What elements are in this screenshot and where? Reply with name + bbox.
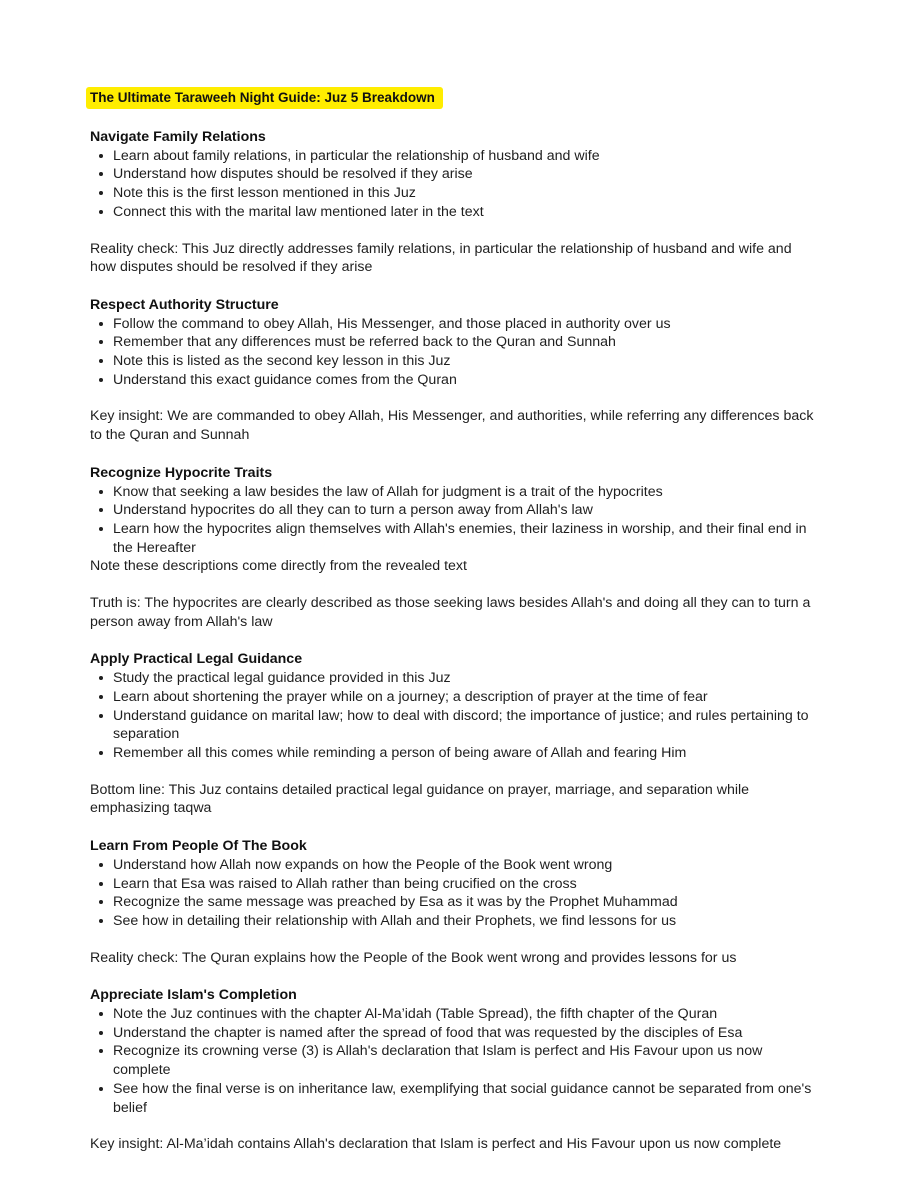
list-item: Understand the chapter is named after the spread of food that was requested by the disciples of Esa [113, 1024, 820, 1043]
bullet-list [90, 669, 820, 763]
list-item: Understand how Allah now expands on how the People of the Book went wrong [113, 856, 820, 875]
bullet-list [90, 1005, 820, 1117]
list-item: Recognize its crowning verse (3) is Allah's declaration that Islam is perfect and His Favour upon us now complete [113, 1042, 820, 1079]
bullet-list [90, 315, 820, 390]
list-item: Know that seeking a law besides the law of Allah for judgment is a trait of the hypocrites [113, 483, 820, 502]
list-item: Remember that any differences must be referred back to the Quran and Sunnah [113, 333, 820, 352]
section-recognize-hypocrite-traits [90, 464, 820, 632]
section-heading: Navigate Family Relations [90, 129, 266, 145]
section-heading: Learn From People Of The Book [90, 838, 307, 855]
section-summary: Key insight: Al-Ma’idah contains Allah's declaration that Islam is perfect and His Favour upon us now complete [90, 1136, 782, 1153]
section-heading: Apply Practical Legal Guidance [90, 651, 303, 668]
section-appreciate-islams-completion [90, 986, 820, 1154]
list-item: Learn how the hypocrites align themselves with Allah's enemies, their laziness in worship, and their final end in the Hereafter [113, 520, 820, 557]
bullet-list [90, 483, 820, 558]
list-item: Learn that Esa was raised to Allah rather than being crucified on the cross [113, 875, 820, 894]
section-summary: Truth is: The hypocrites are clearly described as those seeking laws besides Allah's and doing all they can to turn a person away from Allah's law [90, 595, 811, 630]
list-item: Note this is the first lesson mentioned in this Juz [113, 184, 820, 203]
section-summary: Bottom line: This Juz contains detailed practical legal guidance on prayer, marriage, and separation while emphasizing taqwa [90, 781, 750, 817]
list-item: Note this is listed as the second key lesson in this Juz [113, 352, 820, 371]
list-item: Connect this with the marital law mentioned later in the text [113, 203, 820, 222]
list-item: Understand guidance on marital law; how to deal with discord; the importance of justice; and rules pertaining to separation [113, 707, 820, 744]
section-apply-practical-legal-guidance [90, 650, 820, 818]
list-item: Understand hypocrites do all they can to turn a person away from Allah's law [113, 501, 820, 520]
bullet-list [90, 147, 820, 222]
list-item: See how in detailing their relationship with Allah and their Prophets, we find lessons for us [113, 912, 820, 931]
section-summary: Reality check: This Juz directly addresses family relations, in particular the relationship of husband and wife and how disputes should be resolved if they arise [90, 240, 792, 276]
section-heading: Appreciate Islam's Completion [90, 987, 297, 1004]
document-page [90, 87, 820, 1154]
list-item: Understand how disputes should be resolved if they arise [113, 165, 820, 184]
list-item: Study the practical legal guidance provided in this Juz [113, 669, 820, 688]
list-item: Recognize the same message was preached by Esa as it was by the Prophet Muhammad [113, 893, 820, 912]
bullet-list [90, 856, 820, 931]
section-learn-from-people-of-the-book [90, 837, 820, 967]
list-item: Understand this exact guidance comes from the Quran [113, 371, 820, 390]
list-item: Note the Juz continues with the chapter Al-Ma’idah (Table Spread), the fifth chapter of the Quran [113, 1005, 820, 1024]
list-item: Remember all this comes while reminding a person of being aware of Allah and fearing Him [113, 744, 820, 763]
section-summary: Reality check: The Quran explains how the People of the Book went wrong and provides lessons for us [90, 949, 737, 966]
list-item: Learn about shortening the prayer while on a journey; a description of prayer at the time of fear [113, 688, 820, 707]
list-item: Follow the command to obey Allah, His Messenger, and those placed in authority over us [113, 315, 820, 334]
list-item: Learn about family relations, in particular the relationship of husband and wife [113, 147, 820, 166]
section-summary: Key insight: We are commanded to obey Allah, His Messenger, and authorities, while referring any differences back to the Quran and Sunnah [90, 408, 814, 444]
section-navigate-family-relations [90, 128, 820, 277]
section-note: Note these descriptions come directly from the revealed text [90, 558, 467, 575]
section-respect-authority-structure [90, 296, 820, 445]
list-item: See how the final verse is on inheritance law, exemplifying that social guidance cannot be separated from one's belief [113, 1080, 820, 1117]
page-title: The Ultimate Taraweeh Night Guide: Juz 5 Breakdown [86, 87, 443, 109]
section-heading: Respect Authority Structure [90, 296, 279, 313]
section-heading: Recognize Hypocrite Traits [90, 464, 273, 481]
